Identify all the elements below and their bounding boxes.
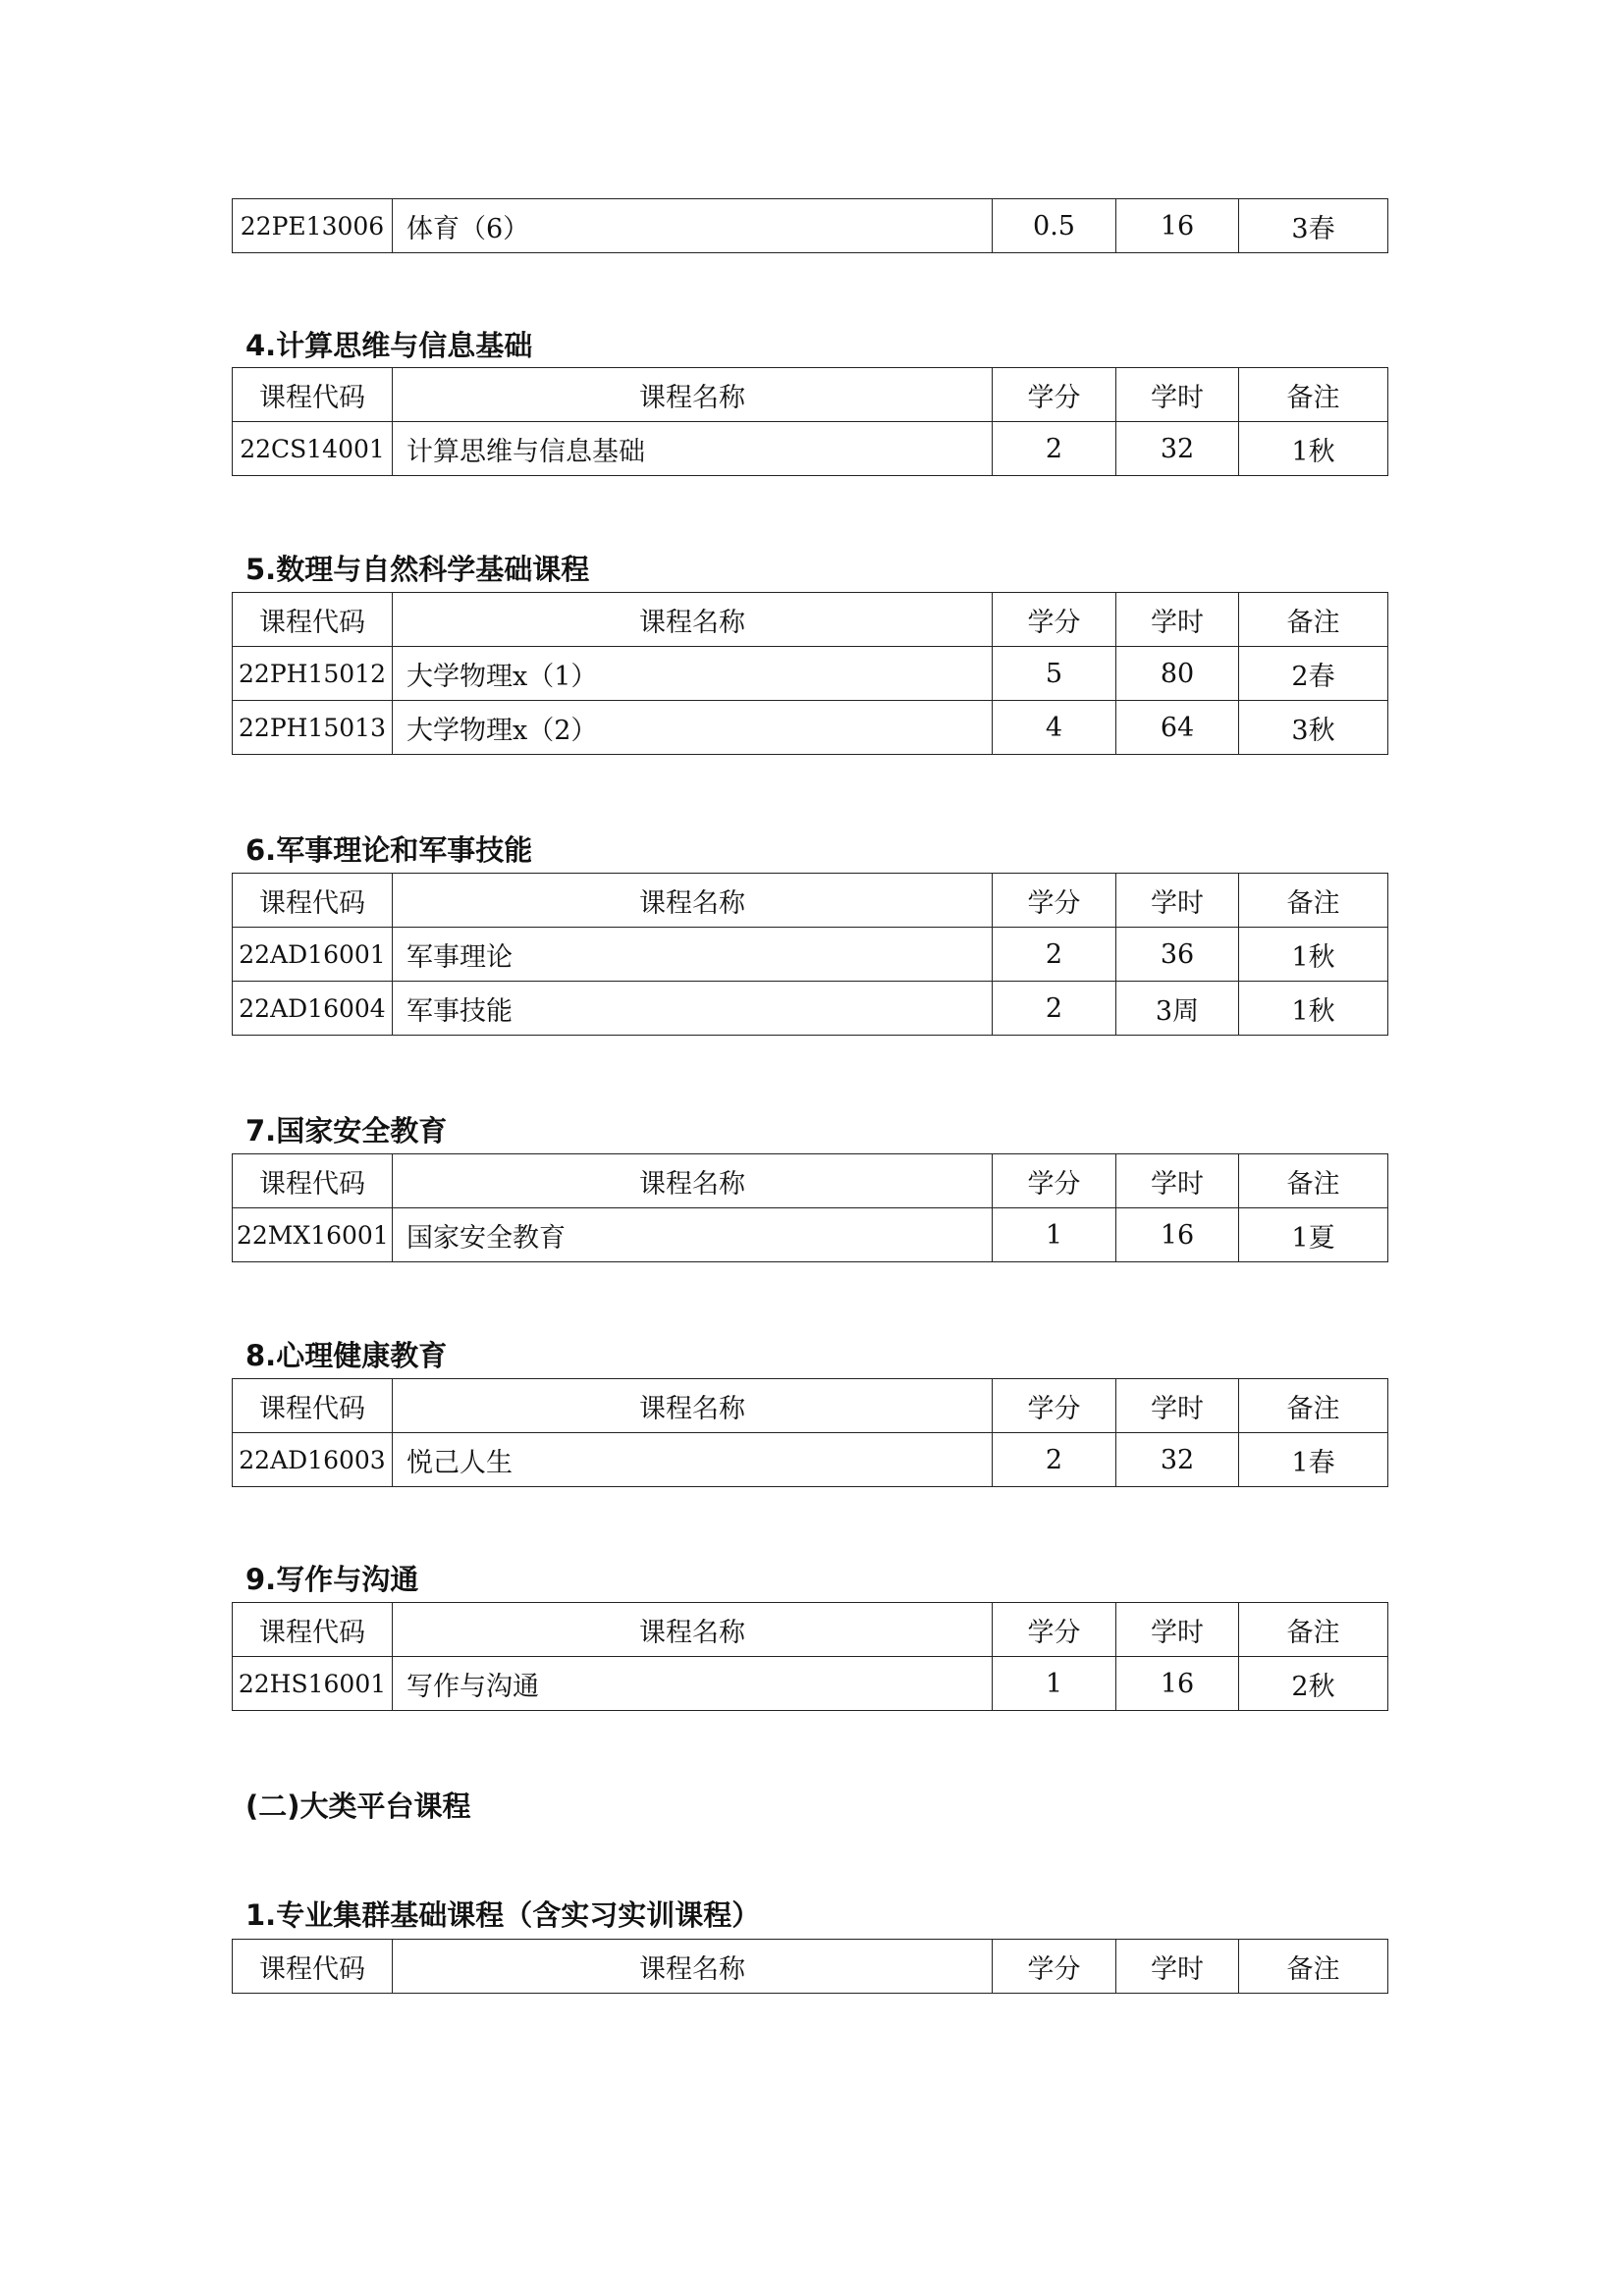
section-heading-4: 4.计算思维与信息基础 [245, 329, 533, 362]
table-row [233, 1433, 1388, 1487]
table-header-row [233, 1154, 1388, 1208]
course-code: 22CS14001 [233, 422, 393, 476]
course-credit: 5 [993, 647, 1116, 701]
section-7-table [232, 1153, 1388, 1262]
table-header-row [233, 1379, 1388, 1433]
header-hours: 学时 [1116, 874, 1239, 928]
header-name: 课程名称 [393, 1154, 993, 1208]
course-code: 22HS16001 [233, 1657, 393, 1711]
course-hours: 80 [1116, 647, 1239, 701]
course-code: 22MX16001 [233, 1208, 393, 1262]
header-hours: 学时 [1116, 1603, 1239, 1657]
section-6-table [232, 873, 1388, 1036]
course-remark: 1春 [1239, 1433, 1388, 1487]
section-heading-8: 8.心理健康教育 [245, 1339, 448, 1372]
header-name: 课程名称 [393, 874, 993, 928]
header-name: 课程名称 [393, 368, 993, 422]
header-remark: 备注 [1239, 1940, 1388, 1994]
section-heading-6: 6.军事理论和军事技能 [245, 833, 533, 867]
course-credit: 2 [993, 982, 1116, 1036]
course-remark: 1秋 [1239, 982, 1388, 1036]
header-credit: 学分 [993, 1603, 1116, 1657]
table-row [233, 928, 1388, 982]
header-code: 课程代码 [233, 1940, 393, 1994]
course-name: 计算思维与信息基础 [393, 422, 993, 476]
header-remark: 备注 [1239, 593, 1388, 647]
header-credit: 学分 [993, 1154, 1116, 1208]
table-row [233, 982, 1388, 1036]
course-code: 22PH15012 [233, 647, 393, 701]
header-hours: 学时 [1116, 1940, 1239, 1994]
section-9-table [232, 1602, 1388, 1711]
header-credit: 学分 [993, 1940, 1116, 1994]
header-name: 课程名称 [393, 593, 993, 647]
header-credit: 学分 [993, 874, 1116, 928]
header-hours: 学时 [1116, 593, 1239, 647]
course-credit: 2 [993, 1433, 1116, 1487]
header-hours: 学时 [1116, 1379, 1239, 1433]
section-4-table [232, 367, 1388, 476]
header-remark: 备注 [1239, 1603, 1388, 1657]
table-header-row [233, 1940, 1388, 1994]
header-remark: 备注 [1239, 1379, 1388, 1433]
course-code: 22PE13006 [233, 199, 393, 253]
header-name: 课程名称 [393, 1603, 993, 1657]
header-name: 课程名称 [393, 1379, 993, 1433]
course-name: 军事技能 [393, 982, 993, 1036]
table-row [233, 701, 1388, 755]
table-header-row [233, 1603, 1388, 1657]
header-credit: 学分 [993, 1379, 1116, 1433]
course-name: 国家安全教育 [393, 1208, 993, 1262]
course-hours: 32 [1116, 422, 1239, 476]
course-name: 军事理论 [393, 928, 993, 982]
course-credit: 0.5 [993, 199, 1116, 253]
table-header-row [233, 874, 1388, 928]
course-name: 写作与沟通 [393, 1657, 993, 1711]
header-code: 课程代码 [233, 874, 393, 928]
course-name: 体育（6） [393, 199, 993, 253]
table-row [233, 647, 1388, 701]
course-credit: 2 [993, 422, 1116, 476]
course-remark: 3春 [1239, 199, 1388, 253]
header-code: 课程代码 [233, 1379, 393, 1433]
header-hours: 学时 [1116, 1154, 1239, 1208]
section-2-1-table [232, 1939, 1388, 1994]
course-remark: 2春 [1239, 647, 1388, 701]
header-remark: 备注 [1239, 368, 1388, 422]
course-hours: 36 [1116, 928, 1239, 982]
course-name: 悦己人生 [393, 1433, 993, 1487]
course-hours: 16 [1116, 1657, 1239, 1711]
table-row [233, 199, 1388, 253]
header-code: 课程代码 [233, 1603, 393, 1657]
course-remark: 3秋 [1239, 701, 1388, 755]
course-code: 22PH15013 [233, 701, 393, 755]
part-heading-2: (二)大类平台课程 [245, 1789, 471, 1823]
course-code: 22AD16004 [233, 982, 393, 1036]
section-heading-7: 7.国家安全教育 [245, 1114, 448, 1148]
course-credit: 1 [993, 1657, 1116, 1711]
course-hours: 32 [1116, 1433, 1239, 1487]
course-credit: 2 [993, 928, 1116, 982]
header-code: 课程代码 [233, 1154, 393, 1208]
section-heading-9: 9.写作与沟通 [245, 1563, 419, 1596]
course-credit: 1 [993, 1208, 1116, 1262]
table-row [233, 422, 1388, 476]
course-credit: 4 [993, 701, 1116, 755]
header-code: 课程代码 [233, 593, 393, 647]
course-name: 大学物理x（1） [393, 647, 993, 701]
header-hours: 学时 [1116, 368, 1239, 422]
course-code: 22AD16001 [233, 928, 393, 982]
course-hours: 16 [1116, 199, 1239, 253]
course-hours: 3周 [1116, 982, 1239, 1036]
header-remark: 备注 [1239, 1154, 1388, 1208]
section-8-table [232, 1378, 1388, 1487]
course-remark: 1夏 [1239, 1208, 1388, 1262]
course-name: 大学物理x（2） [393, 701, 993, 755]
section-5-table [232, 592, 1388, 755]
course-remark: 1秋 [1239, 422, 1388, 476]
header-remark: 备注 [1239, 874, 1388, 928]
table-row [233, 1657, 1388, 1711]
section-heading-5: 5.数理与自然科学基础课程 [245, 553, 590, 586]
pe-course-table [232, 198, 1388, 253]
course-hours: 16 [1116, 1208, 1239, 1262]
course-remark: 1秋 [1239, 928, 1388, 982]
section-heading-2-1: 1.专业集群基础课程（含实习实训课程） [245, 1898, 761, 1932]
header-code: 课程代码 [233, 368, 393, 422]
table-header-row [233, 593, 1388, 647]
table-row [233, 1208, 1388, 1262]
course-code: 22AD16003 [233, 1433, 393, 1487]
course-hours: 64 [1116, 701, 1239, 755]
header-name: 课程名称 [393, 1940, 993, 1994]
header-credit: 学分 [993, 368, 1116, 422]
table-header-row [233, 368, 1388, 422]
course-remark: 2秋 [1239, 1657, 1388, 1711]
header-credit: 学分 [993, 593, 1116, 647]
